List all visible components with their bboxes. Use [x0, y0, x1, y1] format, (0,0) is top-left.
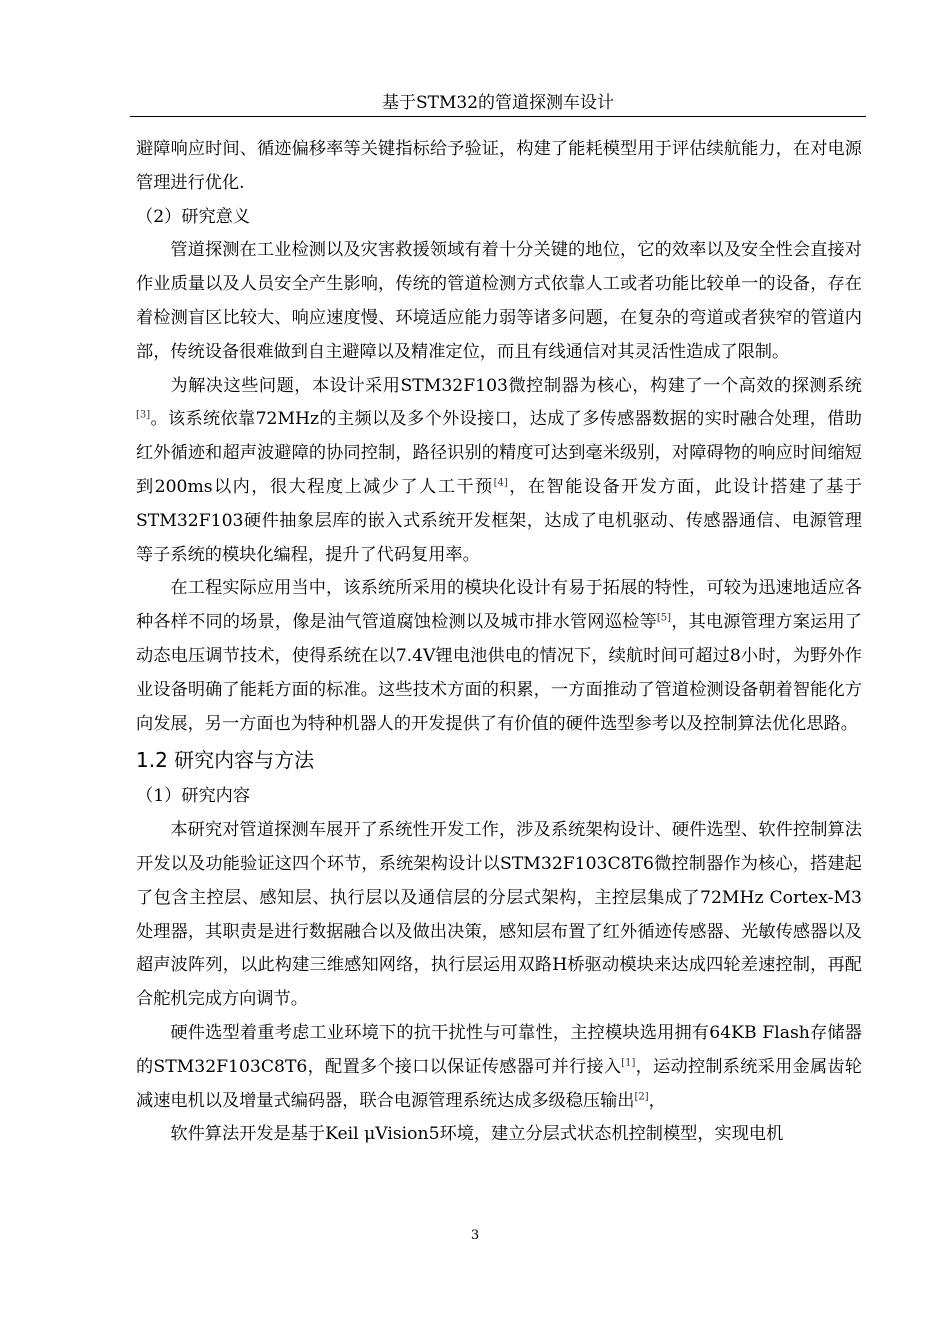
- text-segment: 为解决这些问题，本设计采用STM32F103微控制器为核心，构建了一个高效的探测系统: [170, 375, 862, 396]
- citation-3: [3]: [136, 409, 151, 421]
- text-segment: ，: [648, 1090, 666, 1111]
- text-segment: ，其电源管理方案运用了动态电压调节技术，使得系统在以7.4V锂电池供电的情况下，续航时间可超过8小时，为野外作业设备明确了能耗方面的标准。这些技术方面的积累，一方面推动了管道检测设备朝着智能化方向发展，另一方面也为特种机器人的开发提供了有价值的硬件选型参考以及控制算法优化思路。: [136, 612, 862, 734]
- paragraph-significance-3: [136, 572, 862, 741]
- citation-5: [5]: [656, 612, 672, 624]
- paragraph-significance-1: 管道探测在工业检测以及灾害救援领域有着十分关键的地位，它的效率以及安全性会直接对作业质量以及人员安全产生影响，传统的管道检测方式依靠人工或者功能比较单一的设备，存在着检测盲区比较大、响应速度慢、环境适应能力弱等诸多问题，在复杂的弯道或者狭窄的管道内部，传统设备很难做到自主避障以及精准定位，而且有线通信对其灵活性造成了限制。: [136, 240, 862, 362]
- text-segment: 硬件选型着重考虑工业环境下的抗干扰性与可靠性，主控模块选用拥有64KB Flash存储器的STM32F103C8T6，配置多个接口以保证传感器可并行接入: [136, 1022, 862, 1077]
- page-header-title: 基于STM32的管道探测车设计: [381, 93, 615, 113]
- header-rule: [130, 116, 866, 117]
- paragraph-content-3: 软件算法开发是基于Keil μVision5环境，建立分层式状态机控制模型，实现电机: [170, 1124, 784, 1145]
- citation-4: [4]: [493, 477, 508, 489]
- page-number: 3: [470, 1228, 480, 1243]
- text-segment: 在工程实际应用当中，该系统所采用的模块化设计有易于拓展的特性，可较为迅速地适应各种各样不同的场景，像是油气管道腐蚀检测以及城市排水管网巡检等: [136, 578, 862, 633]
- text-segment: 。该系统依靠72MHz的主频以及多个外设接口，达成了多传感器数据的实时融合处理，借助红外循迹和超声波避障的协同控制，路径识别的精度可达到毫米级别，对障碍物的响应时间缩短到200ms以内，很大程度上减少了人工干预: [136, 409, 862, 497]
- subheading-research-significance: （2）研究意义: [136, 206, 251, 227]
- text-segment: ，在智能设备开发方面，此设计搭建了基于STM32F103硬件抽象层库的嵌入式系统开发框架，达成了电机驱动、传感器通信、电源管理等子系统的模块化编程，提升了代码复用率。: [136, 476, 862, 565]
- subheading-research-content: （1）研究内容: [136, 786, 251, 807]
- citation-2: [2]: [634, 1090, 649, 1102]
- paragraph-significance-2: [136, 370, 862, 573]
- text-segment: ，运动控制系统采用金属齿轮减速电机以及增量式编码器，联合电源管理系统达成多级稳压输出: [136, 1056, 862, 1111]
- document-body: [136, 133, 862, 1152]
- section-heading: 1.2 研究内容与方法: [136, 748, 315, 773]
- paragraph-content-1: 本研究对管道探测车展开了系统性开发工作，涉及系统架构设计、硬件选型、软件控制算法开发以及功能验证这四个环节，系统架构设计以STM32F103C8T6微控制器作为核心，搭建起了包含主控层、感知层、执行层以及通信层的分层式架构，主控层集成了72MHz Cortex-M3处理器，其职责是进行数据融合以及做出决策，感知层布置了红外循迹传感器、光敏传感器以及超声波阵列，以此构建三维感知网络，执行层运用双路H桥驱动模块来达成四轮差速控制，再配合舵机完成方向调节。: [136, 820, 862, 1010]
- citation-1: [1]: [621, 1056, 636, 1068]
- paragraph-content-2: [136, 1017, 862, 1118]
- paragraph-continuation: 避障响应时间、循迹偏移率等关键指标给予验证，构建了能耗模型用于评估续航能力，在对电源管理进行优化.: [136, 139, 862, 193]
